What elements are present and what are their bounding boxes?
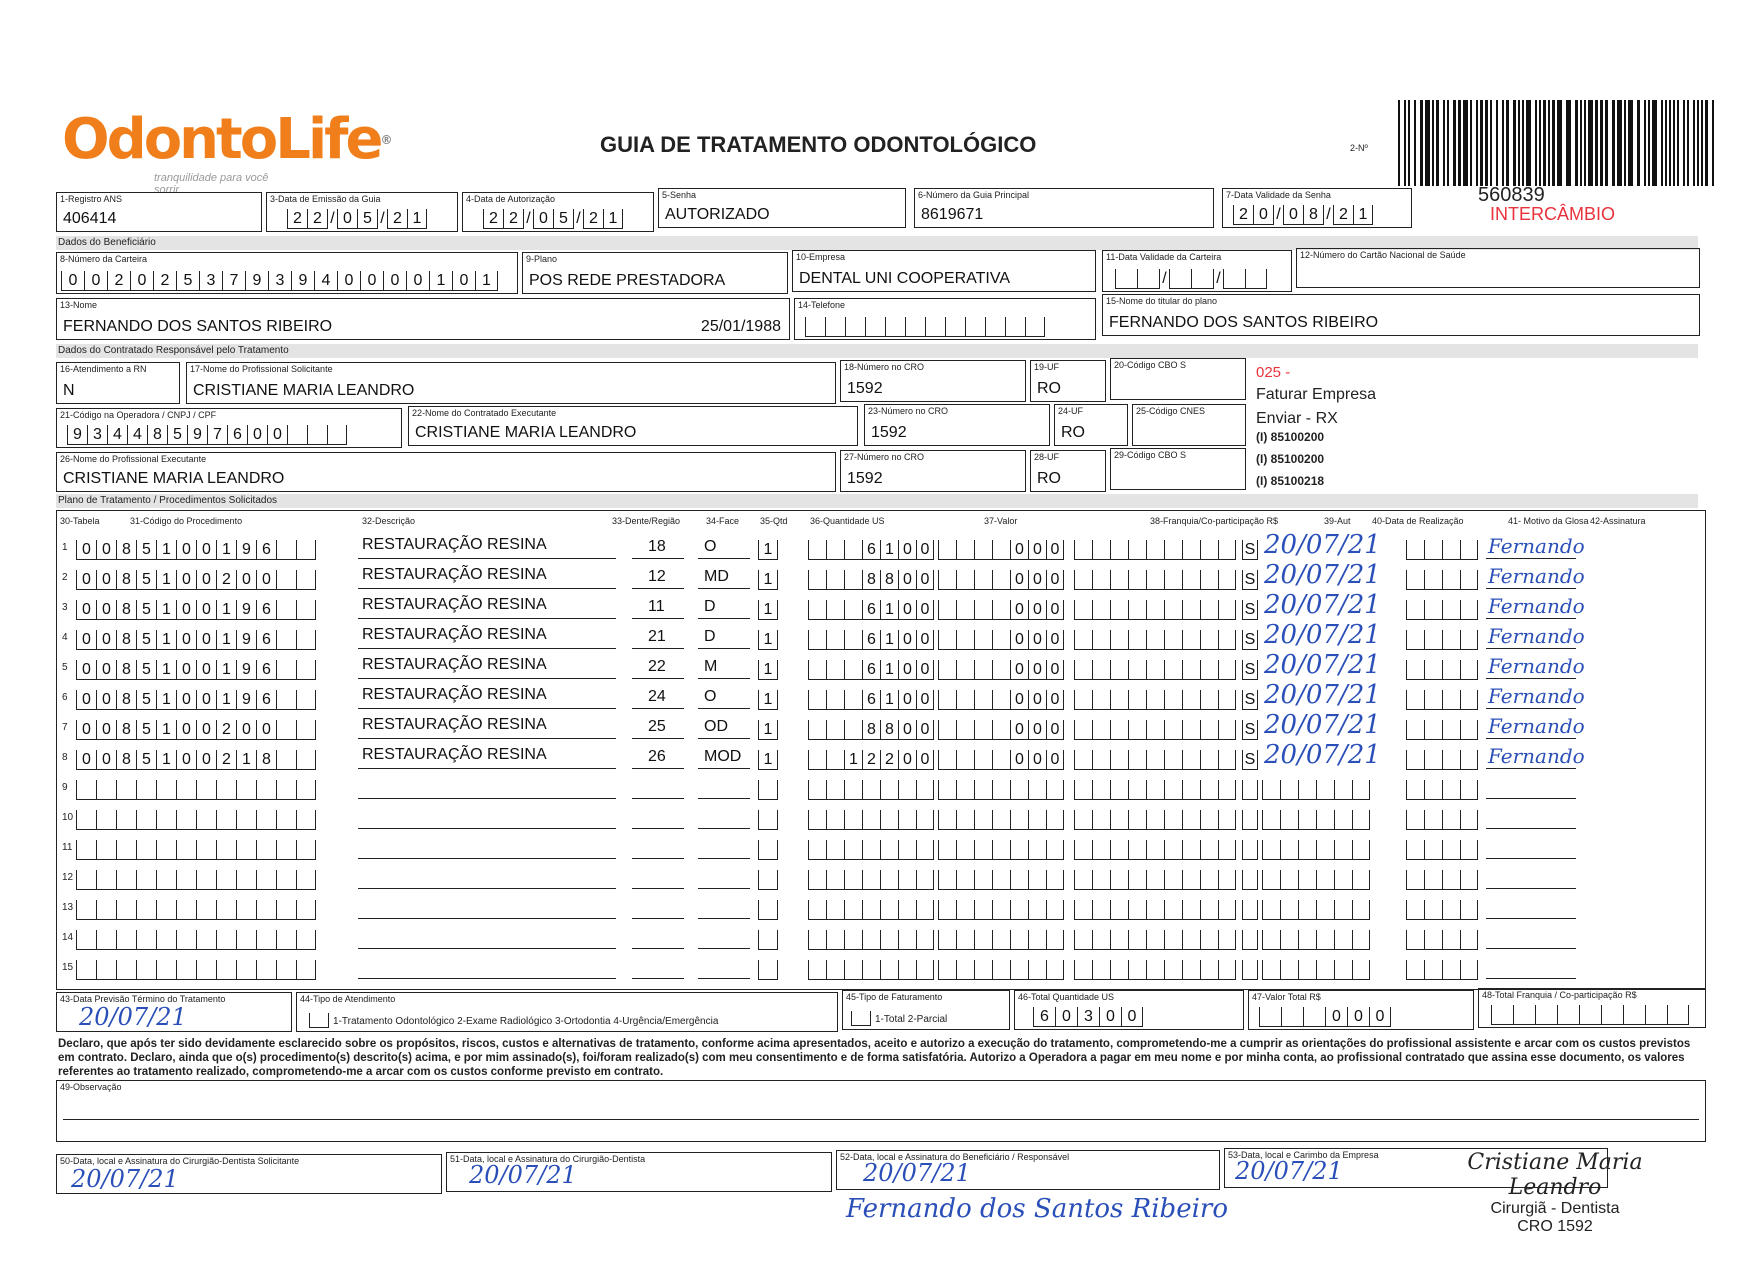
tooth-number: 12: [648, 568, 666, 585]
value: [938, 870, 1064, 890]
authorization: S: [1242, 630, 1258, 650]
validade-carteira-field[interactable]: 11-Data Validade da Carteira / /: [1102, 250, 1292, 292]
franquia: [1074, 570, 1236, 590]
value: 0 0 0: [938, 630, 1064, 650]
cbo-20-field[interactable]: 20-Código CBO S: [1110, 358, 1246, 400]
procedure-row[interactable]: [56, 832, 1706, 862]
quantity-us: 6 1 0 0: [808, 690, 934, 710]
authorization: S: [1242, 750, 1258, 770]
row-signature: Fernando: [1488, 594, 1585, 618]
row-signature: Fernando: [1488, 534, 1585, 558]
quantity: 1: [758, 720, 778, 740]
uf-28-field[interactable]: 28-UF RO: [1030, 450, 1106, 492]
assinatura-52-field[interactable]: 52-Data, local e Assinatura do Beneficiário / Responsável 20/07/21: [836, 1150, 1220, 1190]
franquia: [1074, 900, 1236, 920]
header-glosa: 41- Motivo da Glosa: [1508, 516, 1589, 526]
procedure-description: RESTAURAÇÃO RESINA: [362, 596, 547, 613]
quantity: [758, 930, 778, 950]
tooth-number: 11: [648, 598, 665, 615]
header-qtd_us: 36-Quantidade US: [810, 516, 885, 526]
page-title: GUIA DE TRATAMENTO ODONTOLÓGICO: [600, 132, 1037, 157]
authorization: S: [1242, 720, 1258, 740]
tooth-number: 25: [648, 718, 666, 735]
data-emissao-field[interactable]: 3-Data de Emissão da Guia 2 2 / 0 5 / 2 1: [266, 192, 458, 232]
senha-field[interactable]: 5-Senha AUTORIZADO: [658, 188, 906, 228]
quantity: 1: [758, 690, 778, 710]
realization-date: 20/07/21: [1264, 560, 1381, 590]
procedure-code: [76, 870, 316, 890]
procedure-description: RESTAURAÇÃO RESINA: [362, 656, 547, 673]
authorization: S: [1242, 570, 1258, 590]
assinatura-50-field[interactable]: 50-Data, local e Assinatura do Cirurgião-Dentista Solicitante 20/07/21: [56, 1154, 442, 1194]
glosa: [1406, 900, 1478, 920]
procedure-description: RESTAURAÇÃO RESINA: [362, 746, 547, 763]
quantity: 1: [758, 750, 778, 770]
tipo-faturamento-field[interactable]: 45-Tipo de Faturamento 1-Total 2-Parcial: [842, 990, 1010, 1030]
header-face: 34-Face: [706, 516, 740, 526]
intercambio-stamp: INTERCÂMBIO: [1490, 204, 1616, 224]
tooth-face: D: [704, 598, 716, 615]
quantity-us: 6 1 0 0: [808, 600, 934, 620]
row-number: 14: [62, 932, 74, 943]
previsao-field[interactable]: 43-Data Previsão Término do Tratamento 20/07/21: [56, 992, 292, 1032]
guide-number: 560839: [1478, 184, 1545, 206]
assinatura-51-field[interactable]: 51-Data, local e Assinatura do Cirurgião-Dentista 20/07/21: [446, 1152, 832, 1192]
tooth-face: MOD: [704, 748, 742, 765]
cbo-29-field[interactable]: 29-Código CBO S: [1110, 448, 1246, 490]
uf-24-field[interactable]: 24-UF RO: [1054, 404, 1128, 446]
prof-executante-field[interactable]: 26-Nome do Profissional Executante CRISTIANE MARIA LEANDRO: [56, 452, 836, 492]
quantity: 1: [758, 570, 778, 590]
procedure-code: 0 0 8 5 1 0 0 1 9 6: [76, 690, 316, 710]
franquia: [1074, 720, 1236, 740]
franquia: [1074, 840, 1236, 860]
cro-27-field[interactable]: 27-Número no CRO 1592: [840, 450, 1026, 492]
quantity-us: [808, 960, 934, 980]
section-contratado: Dados do Contratado Responsável pelo Tratamento: [56, 344, 1698, 358]
row-signature: Fernando: [1488, 714, 1585, 738]
registro-ans-field[interactable]: 1-Registro ANS 406414: [56, 192, 262, 232]
procedure-row[interactable]: [56, 712, 1706, 742]
authorization: [1242, 780, 1258, 800]
side-note-2: (I) 85100200: [1256, 452, 1325, 466]
plano-field[interactable]: 9-Plano POS REDE PRESTADORA: [522, 252, 788, 294]
value: [938, 810, 1064, 830]
procedure-code: 0 0 8 5 1 0 0 2 0 0: [76, 570, 316, 590]
tooth-face: O: [704, 688, 717, 705]
realization-date: 20/07/21: [1264, 740, 1381, 770]
logo-text: OdontoLife: [62, 107, 381, 172]
row-number: 8: [62, 752, 68, 763]
procedure-code: 0 0 8 5 1 0 0 1 9 6: [76, 630, 316, 650]
carteira-field[interactable]: 8-Número da Carteira 0 0 2 0 2 5 3 7 9 3 9 4 0 0 0 0 1 0 1: [56, 252, 518, 294]
tooth-number: 21: [648, 628, 666, 645]
section-plano-tratamento: Plano de Tratamento / Procedimentos Solicitados: [56, 494, 1698, 508]
quantity: 1: [758, 600, 778, 620]
franquia: [1074, 750, 1236, 770]
franquia: [1074, 960, 1236, 980]
procedure-code: [76, 780, 316, 800]
nome-field[interactable]: 13-Nome FERNANDO DOS SANTOS RIBEIRO 25/01/1988: [56, 298, 790, 340]
realization-date: 20/07/21: [1264, 680, 1381, 710]
logo-tagline: tranquilidade para você sorrir: [154, 172, 269, 196]
row-number: 6: [62, 692, 68, 703]
quantity-us: [808, 780, 934, 800]
authorization: [1242, 840, 1258, 860]
procedure-code: 0 0 8 5 1 0 0 1 9 6: [76, 660, 316, 680]
realization-date: [1262, 900, 1370, 920]
header-assinatura: 42-Assinatura: [1590, 516, 1646, 526]
glosa: [1406, 870, 1478, 890]
quantity: [758, 960, 778, 980]
row-number: 9: [62, 782, 68, 793]
quantity-us: 8 8 0 0: [808, 720, 934, 740]
procedure-description: RESTAURAÇÃO RESINA: [362, 626, 547, 643]
row-signature: Fernando: [1488, 684, 1585, 708]
franquia: [1074, 810, 1236, 830]
validade-senha-field[interactable]: 7-Data Validade da Senha 2 0 / 0 8 / 2 1: [1222, 188, 1412, 228]
authorization: S: [1242, 540, 1258, 560]
realization-date: 20/07/21: [1264, 650, 1381, 680]
header-descricao: 32-Descrição: [362, 516, 416, 526]
realization-date: 20/07/21: [1264, 530, 1381, 560]
side-note-enviar: Enviar - RX: [1256, 410, 1338, 427]
quantity-us: 6 1 0 0: [808, 660, 934, 680]
side-note-faturar: Faturar Empresa: [1256, 386, 1377, 403]
realization-date: [1262, 810, 1370, 830]
value: [938, 960, 1064, 980]
quantity: 1: [758, 660, 778, 680]
row-number: 2: [62, 572, 68, 583]
quantity-us: [808, 870, 934, 890]
section-beneficiario: Dados do Beneficiário: [56, 236, 1698, 250]
procedure-description: RESTAURAÇÃO RESINA: [362, 686, 547, 703]
value: 0 0 0: [938, 690, 1064, 710]
tipo-faturamento-checkbox[interactable]: [851, 1011, 871, 1026]
procedure-code: 0 0 8 5 1 0 0 1 9 6: [76, 540, 316, 560]
beneficiario-signature: Fernando dos Santos Ribeiro: [846, 1194, 1228, 1224]
telefone-field[interactable]: 14-Telefone: [794, 298, 1096, 340]
authorization: [1242, 870, 1258, 890]
realization-date: [1262, 780, 1370, 800]
guide-number-label: 2-Nº: [1350, 143, 1368, 153]
row-signature: Fernando: [1488, 564, 1585, 588]
procedure-row[interactable]: [56, 772, 1706, 802]
procedure-description: RESTAURAÇÃO RESINA: [362, 716, 547, 733]
guia-principal-field[interactable]: 6-Número da Guia Principal 8619671: [914, 188, 1214, 228]
authorization: [1242, 900, 1258, 920]
header-franquia: 38-Franquia/Co-participação R$: [1150, 516, 1279, 526]
procedure-code: [76, 930, 316, 950]
tooth-number: 24: [648, 688, 666, 705]
cro-23-field[interactable]: 23-Número no CRO 1592: [864, 404, 1050, 446]
cro-18-field[interactable]: 18-Número no CRO 1592: [840, 360, 1026, 402]
data-autorizacao-field[interactable]: 4-Data de Autorização 2 2 / 0 5 / 2 1: [462, 192, 654, 232]
row-number: 10: [62, 812, 74, 823]
header-dente: 33-Dente/Região: [612, 516, 681, 526]
side-note-3: (I) 85100218: [1256, 474, 1325, 488]
procedure-row[interactable]: [56, 952, 1706, 982]
row-number: 11: [62, 842, 73, 853]
glosa: [1406, 750, 1478, 770]
glosa: [1406, 960, 1478, 980]
procedure-code: 0 0 8 5 1 0 0 1 9 6: [76, 600, 316, 620]
quantity: [758, 870, 778, 890]
glosa: [1406, 600, 1478, 620]
cnpj-field[interactable]: 21-Código na Operadora / CNPJ / CPF 9 3 4 4 8 5 9 7 6 0 0: [56, 408, 402, 448]
procedure-row[interactable]: [56, 892, 1706, 922]
procedure-row[interactable]: [56, 562, 1706, 592]
uf-19-field[interactable]: 19-UF RO: [1030, 360, 1106, 402]
row-number: 1: [62, 542, 68, 553]
franquia: [1074, 600, 1236, 620]
glosa: [1406, 540, 1478, 560]
assinatura-53-field[interactable]: 53-Data, local e Carimbo da Empresa 20/07/21: [1224, 1148, 1608, 1188]
quantity-us: 8 8 0 0: [808, 570, 934, 590]
side-note-code: 025 -: [1256, 364, 1291, 381]
realization-date: [1262, 840, 1370, 860]
quantity-us: 6 1 0 0: [808, 540, 934, 560]
procedure-row[interactable]: [56, 802, 1706, 832]
row-signature: Fernando: [1488, 624, 1585, 648]
glosa: [1406, 690, 1478, 710]
procedure-code: [76, 900, 316, 920]
procedure-row[interactable]: [56, 622, 1706, 652]
tooth-number: 22: [648, 658, 666, 675]
procedure-code: [76, 810, 316, 830]
observacao-field[interactable]: 49-Observação: [56, 1080, 1706, 1142]
header-valor: 37-Valor: [984, 516, 1018, 526]
prof-solicitante-field[interactable]: 17-Nome do Profissional Solicitante CRISTIANE MARIA LEANDRO: [186, 362, 836, 404]
tooth-face: D: [704, 628, 716, 645]
quantity-us: [808, 900, 934, 920]
value: 0 0 0: [938, 660, 1064, 680]
row-number: 7: [62, 722, 68, 733]
glosa: [1406, 570, 1478, 590]
procedure-description: RESTAURAÇÃO RESINA: [362, 566, 547, 583]
realization-date: [1262, 960, 1370, 980]
authorization: S: [1242, 690, 1258, 710]
atendimento-rn-field[interactable]: 16-Atendimento a RN N: [56, 362, 180, 404]
quantity: [758, 840, 778, 860]
value: 0 0 0: [938, 600, 1064, 620]
realization-date: [1262, 870, 1370, 890]
cartao-nacional-field[interactable]: 12-Número do Cartão Nacional de Saúde: [1296, 248, 1700, 288]
procedure-code: [76, 840, 316, 860]
barcode-icon: [1398, 100, 1716, 186]
valor-total-field[interactable]: 47-Valor Total R$ 0 0 0: [1248, 990, 1474, 1030]
franquia: [1074, 870, 1236, 890]
glosa: [1406, 810, 1478, 830]
glosa: [1406, 660, 1478, 680]
row-signature: Fernando: [1488, 744, 1585, 768]
procedure-description: RESTAURAÇÃO RESINA: [362, 536, 547, 553]
row-number: 13: [62, 902, 74, 913]
procedure-row[interactable]: [56, 682, 1706, 712]
row-number: 5: [62, 662, 68, 673]
franquia: [1074, 630, 1236, 650]
odontolife-logo: OdontoLife® tranquilidade para você sorrir: [62, 107, 393, 196]
cnes-field[interactable]: 25-Código CNES: [1132, 404, 1246, 446]
value: [938, 840, 1064, 860]
header-qtd: 35-Qtd: [760, 516, 788, 526]
authorization: [1242, 930, 1258, 950]
authorization: [1242, 960, 1258, 980]
procedure-row[interactable]: [56, 922, 1706, 952]
realization-date: 20/07/21: [1264, 710, 1381, 740]
authorization: S: [1242, 600, 1258, 620]
header-codigo: 31-Código do Procedimento: [130, 516, 243, 526]
quantity-us: 6 1 0 0: [808, 630, 934, 650]
glosa: [1406, 840, 1478, 860]
tipo-atendimento-checkbox[interactable]: [309, 1013, 329, 1028]
procedure-row[interactable]: [56, 592, 1706, 622]
value: 0 0 0: [938, 540, 1064, 560]
header-aut: 39-Aut: [1324, 516, 1351, 526]
tooth-face: M: [704, 658, 718, 675]
tooth-face: MD: [704, 568, 729, 585]
glosa: [1406, 630, 1478, 650]
row-number: 12: [62, 872, 74, 883]
row-signature: Fernando: [1488, 654, 1585, 678]
contratado-executante-field[interactable]: 22-Nome do Contratado Executante CRISTIANE MARIA LEANDRO: [408, 406, 858, 446]
side-note-1: (I) 85100200: [1256, 430, 1325, 444]
value: [938, 780, 1064, 800]
realization-date: 20/07/21: [1264, 620, 1381, 650]
franquia: [1074, 930, 1236, 950]
value: 0 0 0: [938, 750, 1064, 770]
empresa-field[interactable]: 10-Empresa DENTAL UNI COOPERATIVA: [792, 250, 1096, 292]
glosa: [1406, 780, 1478, 800]
quantity: [758, 900, 778, 920]
value: 0 0 0: [938, 720, 1064, 740]
tooth-number: 18: [648, 538, 666, 555]
header-tabela: 30-Tabela: [60, 516, 100, 526]
tooth-face: O: [704, 538, 717, 555]
birth-date: 25/01/1988: [700, 318, 781, 335]
franquia: [1074, 660, 1236, 680]
procedure-code: 0 0 8 5 1 0 0 2 0 0: [76, 720, 316, 740]
quantity: [758, 810, 778, 830]
row-number: 3: [62, 602, 68, 613]
tipo-atendimento-field[interactable]: 44-Tipo de Atendimento 1-Tratamento Odontológico 2-Exame Radiológico 3-Ortodontia 4-Urgência/Emergência: [296, 992, 838, 1032]
realization-date: [1262, 930, 1370, 950]
row-number: 4: [62, 632, 68, 643]
franquia: [1074, 690, 1236, 710]
total-us-field[interactable]: 46-Total Quantidade US 6 0 3 0 0: [1014, 990, 1244, 1030]
authorization: [1242, 810, 1258, 830]
procedure-row[interactable]: [56, 532, 1706, 562]
procedure-code: [76, 960, 316, 980]
value: [938, 930, 1064, 950]
quantity: 1: [758, 540, 778, 560]
value: 0 0 0: [938, 570, 1064, 590]
quantity-us: [808, 810, 934, 830]
quantity: [758, 780, 778, 800]
authorization: S: [1242, 660, 1258, 680]
header-data_real: 40-Data de Realização: [1372, 516, 1464, 526]
quantity-us: [808, 930, 934, 950]
franquia: [1074, 780, 1236, 800]
row-number: 15: [62, 962, 74, 973]
quantity-us: 1 2 2 0 0: [808, 750, 934, 770]
quantity-us: [808, 840, 934, 860]
declaracao-text: Declaro, que após ter sido devidamente esclarecido sobre os propósitos, riscos, custos e alternativas de tratamento, conforme acima apresentados, aceito e autorizo a execução do tratamento, comprometendo-me a cumprir as orientações do profissional assistente e arcar com os custos previstos em contrato. Declaro, ainda que o(s) procedimento(s) descrito(s) acima, e por mim assinado(s), foi/foram realizado(s) com meu consentimento e de forma satisfatória. Autorizo a Operadora a pagar em meu nome e por minha conta, ao profissional contratado que assina esse documento, os valores referentes ao tratamento realizado, comprometendo-me a arcar com os custos conforme previsto em contrato.: [58, 1038, 1691, 1078]
procedure-code: 0 0 8 5 1 0 0 2 1 8: [76, 750, 316, 770]
glosa: [1406, 720, 1478, 740]
franquia: [1074, 540, 1236, 560]
realization-date: 20/07/21: [1264, 590, 1381, 620]
quantity: 1: [758, 630, 778, 650]
dentist-stamp: Cristiane Maria Leandro Cirurgiã - Dentista CRO 1592: [1467, 1150, 1643, 1235]
tooth-face: OD: [704, 718, 728, 735]
tooth-number: 26: [648, 748, 666, 765]
value: [938, 900, 1064, 920]
total-franquia-field[interactable]: 48-Total Franquia / Co-participação R$: [1478, 988, 1706, 1028]
glosa: [1406, 930, 1478, 950]
procedure-row[interactable]: [56, 742, 1706, 772]
procedure-row[interactable]: [56, 652, 1706, 682]
procedure-row[interactable]: [56, 862, 1706, 892]
titular-field[interactable]: 15-Nome do titular do plano FERNANDO DOS SANTOS RIBEIRO: [1102, 294, 1700, 336]
